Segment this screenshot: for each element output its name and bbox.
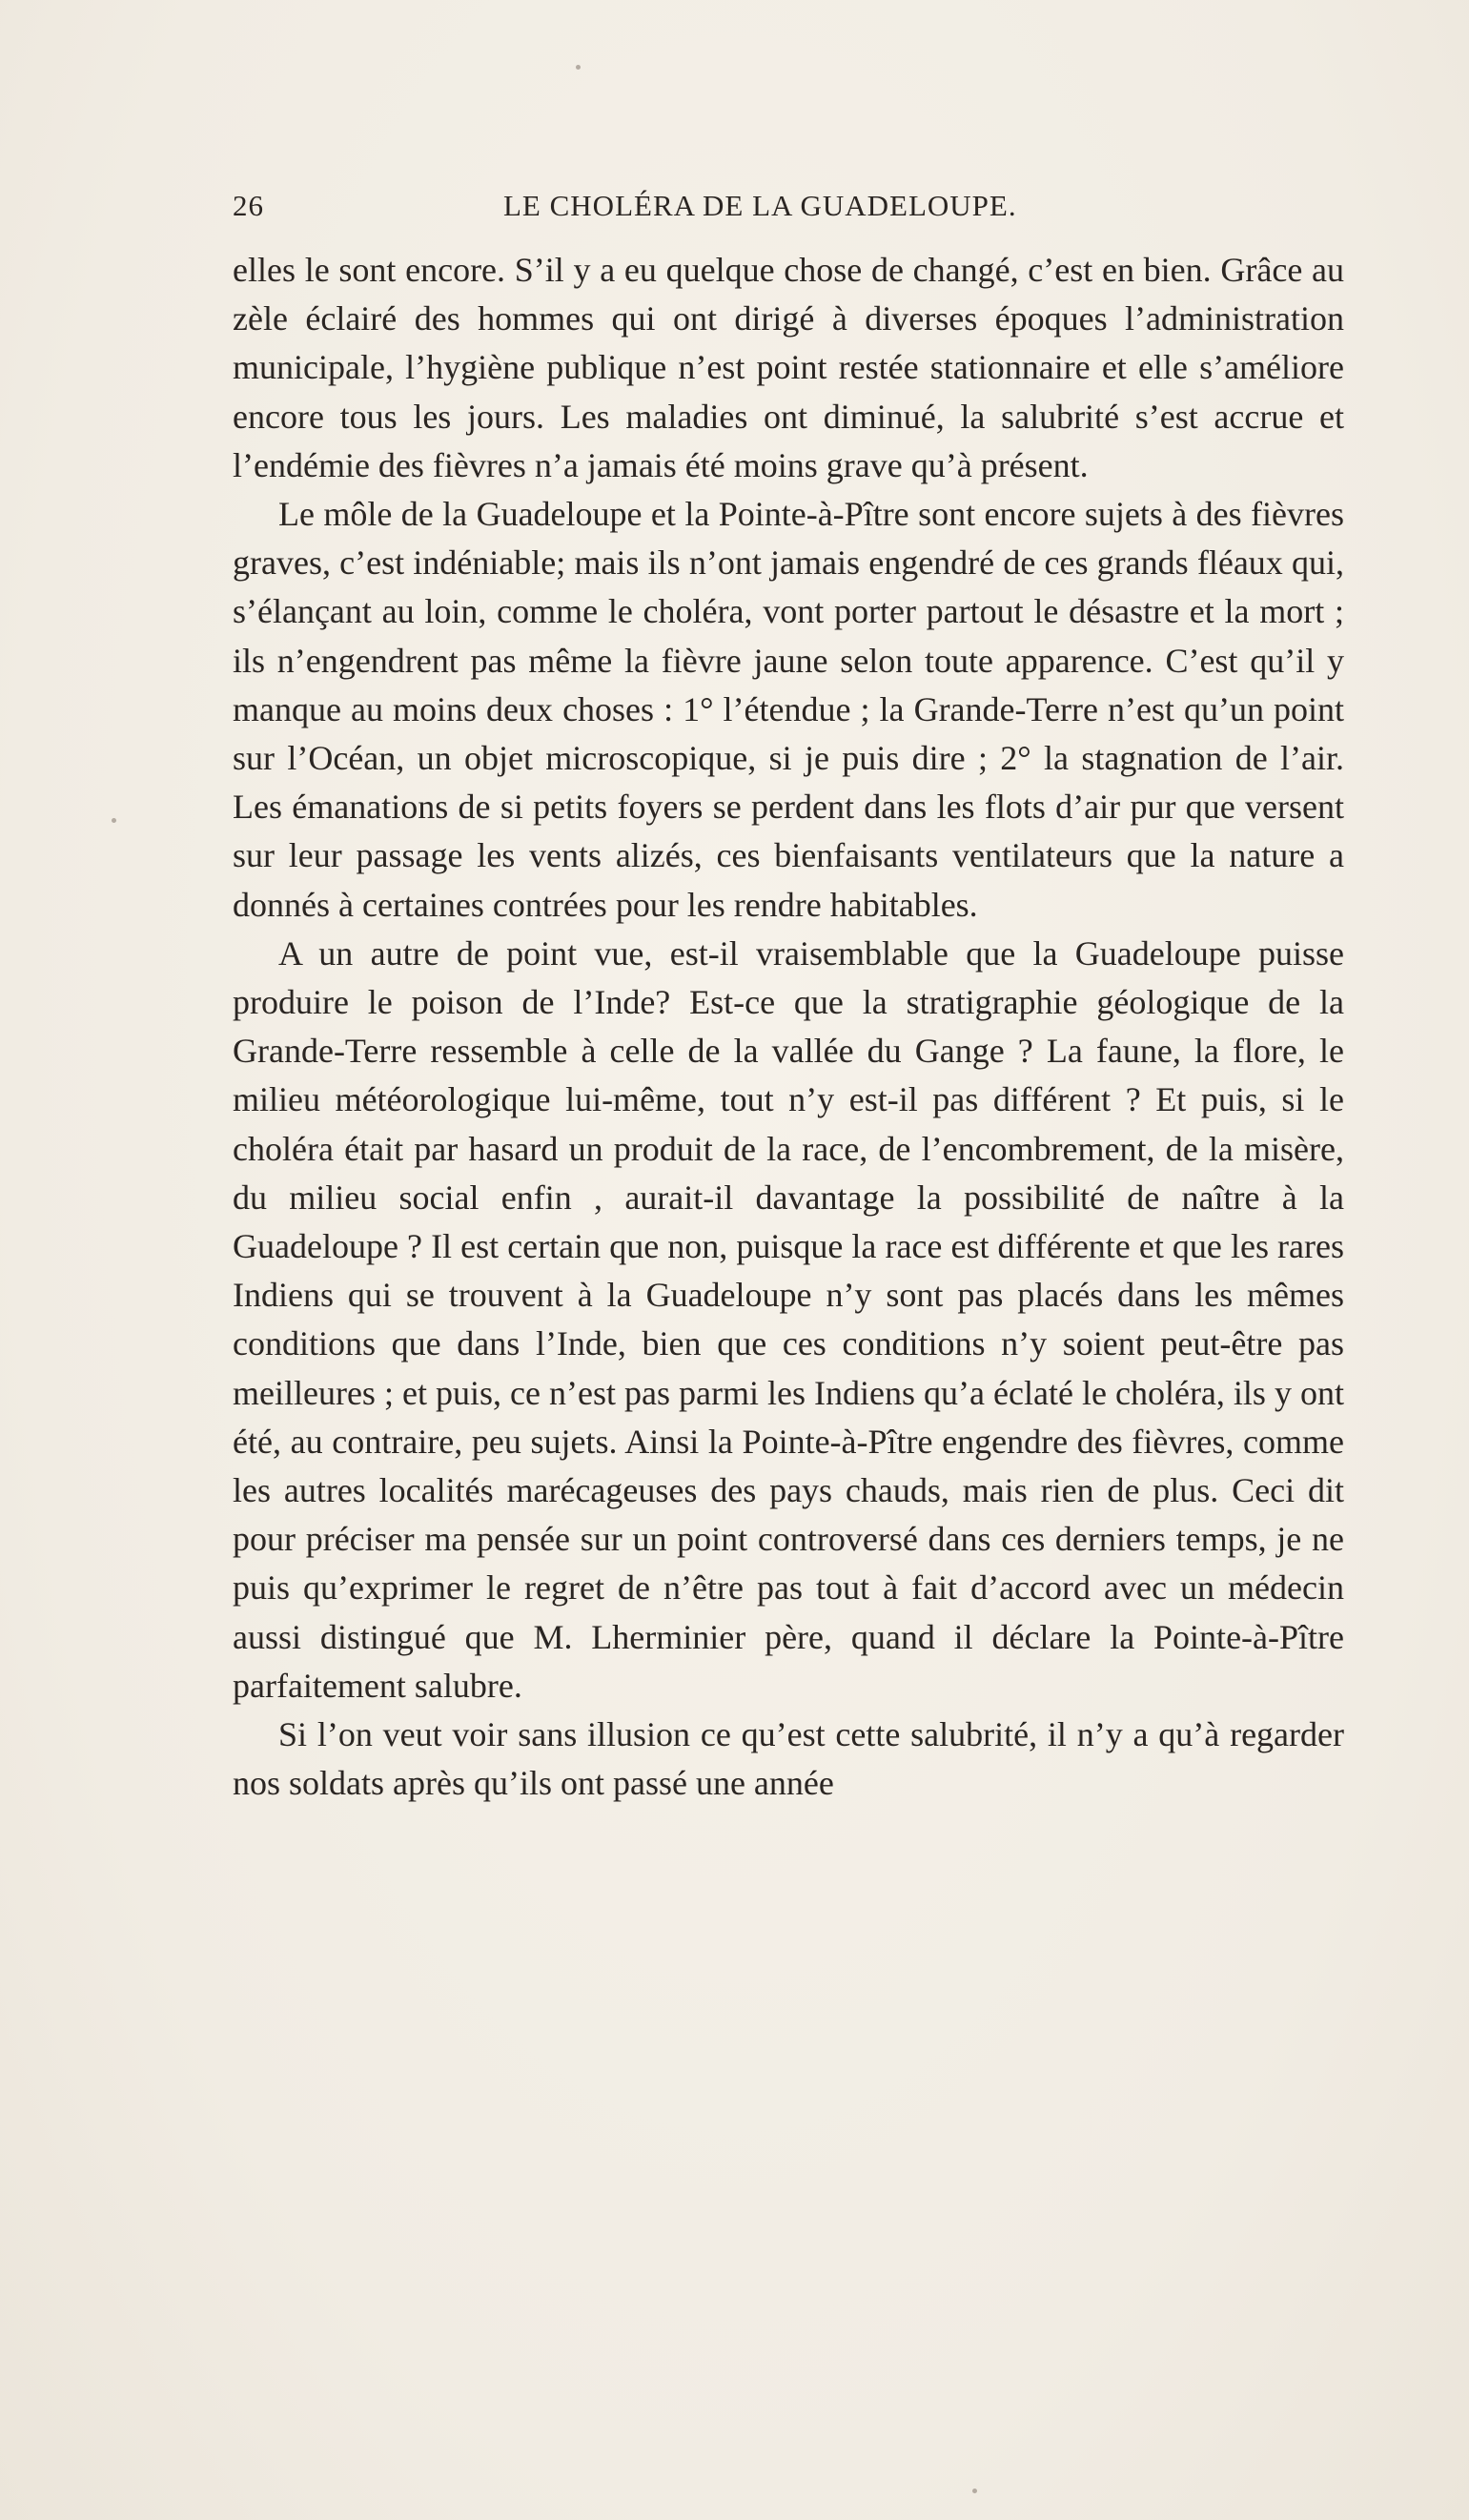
running-head — [233, 189, 1344, 227]
page-number: 26 — [233, 189, 264, 222]
paragraph: Le môle de la Guadeloupe et la Pointe-à-Pître sont encore sujets à des fièvres graves, c’est indéniable; mais ils n’ont jamais engendré de ces grands fléaux qui, s’élançant au loin, comme le choléra, vont porter partout le désastre et la mort ; ils n’engendrent pas même la fièvre jaune selon toute apparence. C’est qu’il y manque au moins deux choses : 1° l’étendue ; la Grande-Terre n’est qu’un point sur l’Océan, un objet microscopique, si je puis dire ; 2° la stagnation de l’air. Les émanations de si petits foyers se perdent dans les flots d’air pur que versent sur leur passage les vents alizés, ces bienfaisants ventilateurs que la nature a donnés à certaines contrées pour les rendre habitables. — [233, 495, 1344, 924]
body-text — [233, 246, 1344, 1809]
paragraph: Si l’on veut voir sans illusion ce qu’est cette salubrité, il n’y a qu’à regarder nos soldats après qu’ils ont passé une année — [233, 1715, 1344, 1803]
paper-speck — [576, 65, 581, 70]
paragraph: A un autre de point vue, est-il vraisemblable que la Guadeloupe puisse produire le poison de l’Inde? Est-ce que la stratigraphie géologique de la Grande-Terre ressemble à celle de la vallée du Gange ? La faune, la flore, le milieu météorologique lui-même, tout n’y est-il pas différent ? Et puis, si le choléra était par hasard un produit de la race, de l’encombrement, de la misère, du milieu social enfin , aurait-il davantage la possibilité de naître à la Guadeloupe ? Il est certain que non, puisque la race est différente et que les rares Indiens qui se trouvent à la Guadeloupe n’y sont pas placés dans les mêmes conditions que dans l’Inde, bien que ces conditions n’y soient peut-être pas meilleures ; et puis, ce n’est pas parmi les Indiens qu’a éclaté le choléra, ils y ont été, au contraire, peu sujets. Ainsi la Pointe-à-Pître engendre des fièvres, comme les autres localités marécageuses des pays chauds, mais rien de plus. Ceci dit pour préciser ma pensée sur un point controversé dans ces derniers temps, je ne puis qu’exprimer le regret de n’être pas tout à fait d’accord avec un médecin aussi distingué que M. Lherminier père, quand il déclare la Pointe-à-Pître parfaitement salubre. — [233, 933, 1344, 1705]
running-title: LE CHOLÉRA DE LA GUADELOUPE. — [503, 189, 1017, 222]
paper-speck — [972, 2489, 977, 2493]
paper-speck — [112, 818, 116, 823]
paragraph-continued: elles le sont encore. S’il y a eu quelque chose de changé, c’est en bien. Grâce au zèle éclairé des hommes qui ont dirigé à diverses époques l’administration municipale, l’hygiène publique n’est point restée stationnaire et elle s’améliore encore tous les jours. Les maladies ont diminué, la salubrité s’est accrue et l’endémie des fièvres n’a jamais été moins grave qu’à présent. — [233, 251, 1344, 484]
